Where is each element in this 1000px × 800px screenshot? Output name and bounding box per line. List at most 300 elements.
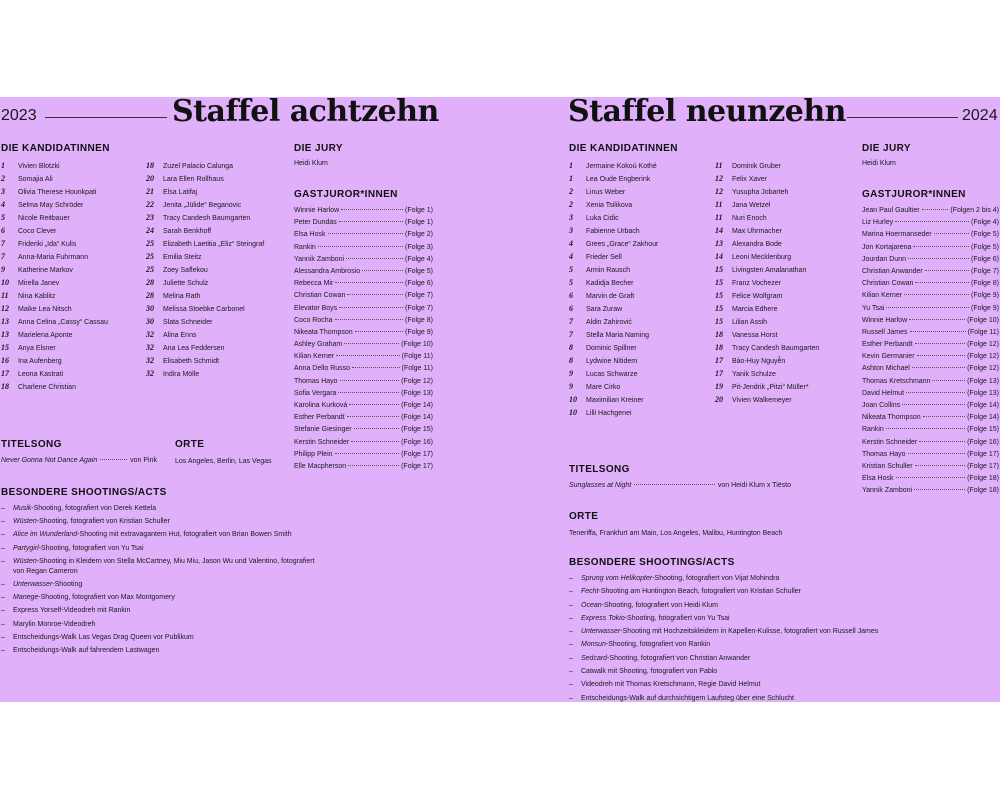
rank-number: 8 [569, 343, 573, 352]
shooting-text: Catwalk mit Shooting, fotografiert von Pablo [581, 668, 718, 676]
candidate-name: Elsa Latifaj [163, 189, 198, 196]
list-item [862, 363, 999, 375]
candidate-name: Lydwine Nitidem [586, 358, 638, 365]
shooting-text: -Shooting, fotografiert von Christian Anwander [607, 654, 751, 662]
titelsong-artist: von Pink [130, 457, 157, 464]
titelsong-heading: TITELSONG [1, 439, 62, 450]
season-title: Staffel achtzehn [172, 97, 439, 129]
episode: (Folge 17) [967, 462, 999, 470]
list-item [569, 211, 709, 224]
kandidatinnen-heading: DIE KANDIDATINNEN [1, 143, 110, 154]
episode: (Folge 18) [967, 487, 999, 495]
year-label: 2024 [962, 107, 998, 124]
episode: (Folge 5) [970, 231, 999, 239]
list-item [1, 530, 321, 540]
dot-leader [347, 416, 400, 417]
titelsong-title: Sunglasses at Night [569, 482, 632, 489]
list-item [146, 159, 286, 172]
list-item [862, 290, 999, 302]
list-item [294, 254, 433, 266]
juror-name: Kerstin Schneider [862, 438, 918, 446]
rank-number: 6 [569, 291, 573, 300]
juror-name: Rankin [294, 243, 316, 251]
list-item [715, 185, 855, 198]
episode: (Folge 15) [401, 426, 433, 434]
episode: (Folge 11) [401, 365, 433, 373]
episode: (Folge 7) [404, 292, 433, 300]
dot-leader [339, 221, 403, 222]
dot-leader [919, 441, 965, 442]
candidate-name: Lilli Hachgenei [586, 410, 632, 417]
list-item [294, 363, 433, 375]
list-item [569, 250, 709, 263]
list-item [862, 278, 999, 290]
juror-name: Nikeata Thompson [294, 328, 353, 336]
dot-leader [100, 459, 127, 460]
dot-leader [328, 233, 403, 234]
list-item [715, 289, 855, 302]
juror-name: Philipp Plein [294, 450, 333, 458]
juror-name: Anna Dello Russo [294, 365, 351, 373]
list-item [1, 580, 321, 590]
list-item [1, 250, 141, 263]
episode: (Folge 9) [970, 292, 999, 300]
episode: (Folge 16) [401, 438, 433, 446]
dot-leader [896, 477, 966, 478]
shooting-text: -Shooting, fotografiert von Vijat Mohindra [652, 575, 780, 582]
list-item [569, 654, 994, 664]
list-item [1, 198, 141, 211]
candidate-name: Mare Cirko [586, 384, 621, 391]
list-item [862, 339, 999, 351]
candidate-name: Marielena Aponte [18, 332, 73, 339]
candidate-name: Maike Lea Nitsch [18, 306, 72, 313]
candidate-name: Mirella Janev [18, 280, 60, 287]
list-item [862, 437, 999, 449]
list-item [862, 303, 999, 315]
shooting-theme: Partygirl [13, 544, 39, 552]
rank-number: 7 [569, 330, 573, 339]
rank-number: 15 [715, 265, 723, 274]
titelsong [569, 482, 791, 489]
list-item [1, 380, 141, 393]
list-item [1, 367, 141, 380]
rank-number: 15 [1, 343, 9, 352]
list-item [146, 328, 286, 341]
shooting-theme: Express Tokio [581, 614, 625, 622]
rank-number: 25 [146, 252, 154, 261]
gastjuror-heading: GASTJUROR*INNEN [294, 189, 398, 200]
rank-number: 4 [569, 239, 573, 248]
list-item [715, 380, 855, 393]
list-item [715, 367, 855, 380]
dot-leader [346, 258, 403, 259]
dot-leader [886, 307, 969, 308]
rank-number: 22 [146, 200, 154, 209]
rank-number: 13 [1, 317, 9, 326]
shootings-list [1, 504, 321, 659]
list-item [146, 315, 286, 328]
rank-number: 11 [715, 161, 723, 170]
shooting-text: Entscheidungs-Walk auf durchsichtigem Laufsteg über eine Schlucht [581, 694, 794, 702]
rank-number: 11 [1, 291, 9, 300]
episode: (Folge 13) [401, 389, 433, 397]
dot-leader [915, 465, 966, 466]
episode: (Folge 8) [404, 316, 433, 324]
candidate-name: Indira Mölle [163, 371, 200, 378]
dot-leader [347, 294, 403, 295]
jury-name: Heidi Klum [294, 160, 328, 167]
candidate-name: Anna Celina „Cassy“ Cassau [18, 319, 108, 326]
shooting-theme: Musik [13, 505, 32, 512]
list-item [146, 276, 286, 289]
list-item [1, 606, 321, 616]
juror-name: Esther Perbandt [862, 341, 913, 349]
list-item [294, 278, 433, 290]
shooting-theme: Unterwasser [581, 628, 621, 636]
candidate-name: Selma May Schröder [18, 202, 84, 209]
list-item [862, 254, 999, 266]
candidate-name: Marvin de Graft [586, 293, 635, 300]
list-item [862, 473, 999, 485]
episode: (Folge 11) [967, 328, 999, 336]
candidate-name: Olivia Therese Hounkpati [18, 189, 97, 196]
candidate-name: Elisabeth Schmidt [163, 358, 220, 365]
juror-name: Winnie Harlow [862, 316, 908, 324]
juror-name: Jean Paul Gaultier [862, 207, 920, 214]
dot-leader [925, 270, 969, 271]
list-item [1, 237, 141, 250]
rank-number: 18 [146, 161, 154, 170]
candidate-name: Sara Zuraw [586, 306, 623, 313]
episode: (Folge 4) [970, 219, 999, 227]
episode: (Folge 15) [967, 426, 999, 434]
juror-name: Thomas Kretschmann [862, 377, 931, 385]
candidate-name: Lea Oude Engberink [586, 176, 651, 183]
candidate-name: Aldin Zahirović [586, 319, 632, 326]
list-item [1, 263, 141, 276]
dot-leader [912, 367, 965, 368]
shooting-theme: Wüsten [13, 518, 37, 526]
rank-number: 12 [715, 187, 723, 196]
rank-number: 17 [715, 356, 723, 365]
list-item [569, 354, 709, 367]
list-item [1, 354, 141, 367]
dot-leader [338, 392, 399, 393]
shooting-theme: Wüsten [13, 557, 37, 565]
shooting-text: Express Yorself-Videodreh mit Rankin [13, 607, 131, 615]
shootings-heading: BESONDERE SHOOTINGS/ACTS [569, 557, 735, 568]
juror-name: Kilian Kerner [294, 353, 335, 361]
shooting-theme: Sedcard [581, 654, 608, 662]
rank-number: 3 [569, 226, 573, 235]
gastjuror-list [294, 205, 433, 473]
juror-name: Sofia Vergara [294, 389, 337, 397]
list-item [146, 224, 286, 237]
candidate-name: Maximilian Kreiner [586, 397, 644, 404]
rank-number: 1 [1, 161, 5, 170]
juror-name: Marina Hoermanseder [862, 231, 932, 239]
episode: (Folge 5) [404, 267, 433, 275]
candidate-name: Slata Schneider [163, 319, 213, 326]
episode: (Folge 18) [967, 475, 999, 483]
candidate-name: Yusupha Jobarteh [732, 189, 789, 196]
juror-name: Yannik Zamboni [862, 487, 913, 495]
rank-number: 12 [715, 174, 723, 183]
candidate-name: Marcia Edhere [732, 306, 778, 313]
list-item [715, 315, 855, 328]
episode: (Folge 5) [970, 243, 999, 251]
juror-name: Liz Hurley [862, 219, 894, 227]
rank-number: 15 [715, 278, 723, 287]
list-item [569, 367, 709, 380]
rank-number: 32 [146, 330, 154, 339]
list-item [1, 544, 321, 554]
list-item [715, 198, 855, 211]
juror-name: Yannik Zamboni [294, 255, 345, 263]
rank-number: 12 [1, 304, 9, 313]
list-item [862, 351, 999, 363]
shooting-text: -Shooting in Kleidern von Stella McCartney, Miu Miu, Jason Wu und Valentino, fotografiert von Regan Cameron [13, 557, 315, 575]
dot-leader [906, 392, 965, 393]
titelsong-artist: von Heidi Klum x Tiësto [717, 482, 791, 489]
list-item [715, 250, 855, 263]
shooting-text: -Shooting, fotografiert von Rankin [605, 641, 711, 649]
list-item [1, 276, 141, 289]
candidate-name: Livingsten Amalanathan [732, 267, 807, 274]
dot-leader [908, 453, 966, 454]
candidate-name: Kadidja Becher [586, 280, 634, 287]
rank-number: 18 [1, 382, 9, 391]
dot-leader [902, 404, 965, 405]
candidate-name: Franz Vochezer [732, 280, 782, 287]
episode: (Folge 10) [967, 316, 999, 324]
rank-number: 32 [146, 369, 154, 378]
list-item [146, 302, 286, 315]
shooting-theme: Sprung vom Helikopter [581, 575, 653, 582]
candidate-name: Jana Wetzel [732, 202, 771, 209]
candidate-name: Coco Clever [18, 228, 57, 235]
juror-name: Christian Cowan [294, 292, 346, 300]
list-item [862, 461, 999, 473]
list-item [569, 276, 709, 289]
episode: (Folge 7) [404, 304, 433, 312]
dot-leader [908, 258, 969, 259]
dot-leader [923, 416, 965, 417]
candidate-name: Stella Maria Naming [586, 332, 650, 339]
candidate-name: Alexandra Bode [732, 241, 782, 248]
candidate-name: Xenia Tsilikova [586, 202, 633, 209]
shooting-text: -Shooting, fotografiert von Derek Kettela [31, 505, 157, 512]
dot-leader [341, 209, 403, 210]
juror-name: Ashley Graham [294, 341, 343, 349]
rank-number: 4 [569, 252, 573, 261]
shooting-text: -Shooting, fotografiert von Yu Tsai [624, 614, 730, 622]
juror-name: David Helmut [862, 389, 905, 397]
rank-number: 6 [1, 226, 5, 235]
candidate-name: Fabienne Urbach [586, 228, 640, 235]
list-item [569, 680, 994, 690]
dot-leader [335, 453, 400, 454]
juror-name: Joan Collins [862, 402, 901, 409]
dot-leader [934, 233, 969, 234]
candidate-name: Lilian Assih [732, 319, 768, 326]
rank-number: 6 [569, 304, 573, 313]
candidate-name: Dominik Gruber [732, 163, 782, 170]
list-item [569, 302, 709, 315]
list-item [862, 485, 999, 497]
juror-name: Kerstin Schneider [294, 438, 350, 446]
juror-name: Christian Anwander [862, 267, 923, 275]
list-item [1, 289, 141, 302]
gastjuror-list [862, 205, 999, 498]
episode: (Folge 1) [404, 207, 433, 214]
candidate-name: Juliette Schulz [163, 280, 209, 287]
list-item [569, 393, 709, 406]
juror-name: Rebecca Mir [294, 280, 334, 288]
dot-leader [340, 380, 400, 381]
list-item [146, 211, 286, 224]
episode: (Folge 12) [401, 377, 433, 385]
shooting-text: -Shooting mit extravagantem Hut, fotografiert von Brian Bowen Smith [77, 531, 292, 539]
rank-number: 17 [715, 369, 723, 378]
list-item [569, 159, 709, 172]
rank-number: 9 [569, 369, 573, 378]
gastjuror-heading: GASTJUROR*INNEN [862, 189, 966, 200]
candidate-name: Armin Rausch [586, 267, 630, 274]
shooting-text: -Shooting [52, 580, 83, 588]
list-item [294, 437, 433, 449]
list-item [146, 341, 286, 354]
candidate-name: Max Uhrmacher [732, 228, 782, 235]
rank-number: 14 [715, 252, 723, 261]
list-item [862, 449, 999, 461]
list-item [862, 205, 999, 217]
list-item [294, 327, 433, 339]
list-item [146, 263, 286, 276]
rank-number: 10 [1, 278, 9, 287]
candidate-name: Vivien Blotzki [18, 163, 60, 170]
list-item [569, 224, 709, 237]
list-item [862, 327, 999, 339]
juror-name: Russell James [862, 328, 908, 336]
dot-leader [344, 343, 399, 344]
episode: (Folge 4) [404, 255, 433, 263]
dot-leader [917, 355, 966, 356]
list-item [1, 341, 141, 354]
list-item [862, 217, 999, 229]
juror-name: Coco Rocha [294, 316, 333, 324]
dot-leader [915, 282, 969, 283]
list-item [1, 302, 141, 315]
rank-number: 25 [146, 265, 154, 274]
list-item [569, 614, 994, 624]
title-rule [45, 117, 167, 118]
list-item [862, 266, 999, 278]
list-item [569, 667, 994, 677]
juror-name: Thomas Hayo [294, 377, 338, 385]
juror-name: Stefanie Giesinger [294, 426, 352, 434]
rank-number: 13 [715, 239, 723, 248]
list-item [146, 354, 286, 367]
list-item [569, 601, 994, 611]
list-item [715, 224, 855, 237]
dot-leader [904, 294, 969, 295]
episode: (Folge 12) [967, 365, 999, 373]
shooting-theme: Monsun [581, 641, 606, 649]
list-item [715, 172, 855, 185]
list-item [294, 229, 433, 241]
juror-name: Thomas Hayo [862, 450, 906, 458]
candidate-name: Sarah Benkhoff [163, 228, 212, 235]
list-item [1, 593, 321, 603]
candidate-name: Pit-Jendrik „Pitzi“ Müller* [732, 384, 809, 391]
rank-number: 9 [569, 382, 573, 391]
candidate-name: Emilia Steitz [163, 254, 202, 261]
dot-leader [335, 319, 403, 320]
dot-leader [355, 331, 403, 332]
dot-leader [352, 367, 400, 368]
list-item [1, 517, 321, 527]
rank-number: 19 [715, 382, 723, 391]
candidate-name: Frideriki „Ida“ Kulis [18, 241, 77, 248]
list-item [715, 211, 855, 224]
candidate-name: Felix Xaver [732, 176, 768, 183]
candidate-name: Somajia Ali [18, 176, 53, 183]
shooting-text: -Shooting, fotografiert von Yu Tsai [38, 544, 144, 552]
rank-number: 11 [715, 213, 723, 222]
rank-number: 24 [146, 226, 154, 235]
episode: (Folge 17) [967, 450, 999, 458]
list-item [1, 620, 321, 630]
rank-number: 5 [569, 278, 573, 287]
candidate-name: Vanessa Horst [732, 332, 778, 339]
rank-number: 15 [715, 304, 723, 313]
dot-leader [886, 428, 965, 429]
episode: (Folge 13) [967, 377, 999, 385]
episode: (Folge 17) [401, 450, 433, 458]
list-item [146, 198, 286, 211]
list-item [146, 367, 286, 380]
episode: (Folge 12) [967, 341, 999, 349]
list-item [715, 237, 855, 250]
list-item [862, 315, 999, 327]
dot-leader [922, 209, 949, 210]
orte-text: Los Angeles, Berlin, Las Vegas [175, 458, 272, 465]
juror-name: Kristian Schuller [862, 462, 913, 470]
list-item [862, 242, 999, 254]
rank-number: 30 [146, 304, 154, 313]
list-item [1, 646, 321, 656]
candidate-name: Nicole Reitbauer [18, 215, 70, 222]
rank-number: 7 [1, 239, 5, 248]
rank-number: 5 [1, 213, 5, 222]
dot-leader [335, 282, 403, 283]
list-item [294, 217, 433, 229]
juror-name: Elevator Boys [294, 304, 338, 312]
titelsong [1, 457, 157, 464]
list-item [715, 328, 855, 341]
list-item [146, 237, 286, 250]
episode: (Folge 17) [401, 462, 433, 470]
juror-name: Alessandra Ambrosio [294, 267, 361, 275]
candidate-name: Alina Enns [163, 332, 197, 339]
episode: (Folge 7) [970, 267, 999, 275]
episode: (Folge 14) [401, 414, 433, 422]
list-item [294, 266, 433, 278]
dot-leader [932, 380, 965, 381]
candidate-name: Charlene Christian [18, 384, 76, 391]
